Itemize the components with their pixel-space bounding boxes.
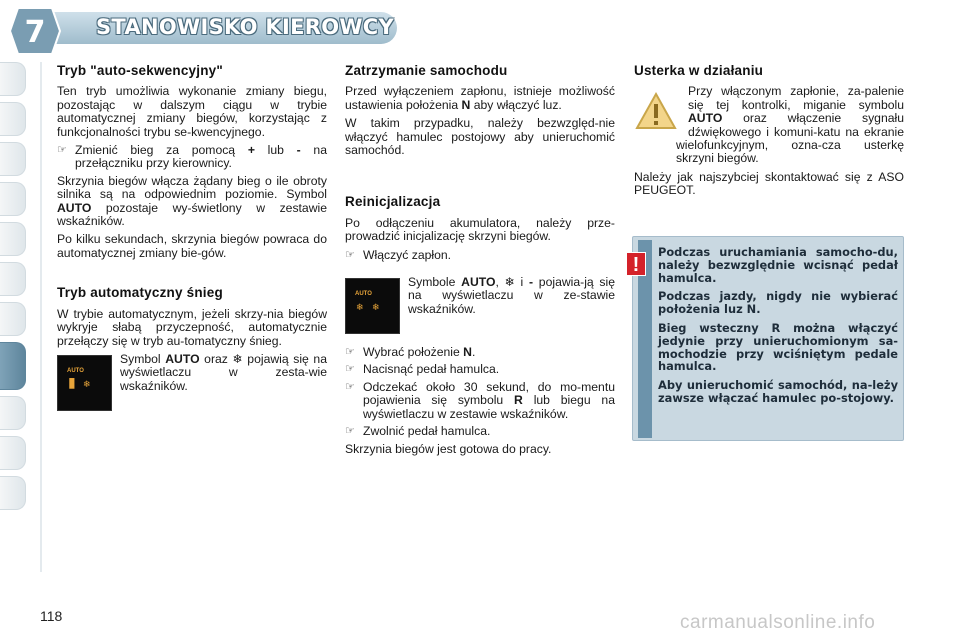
paragraph: Po odłączeniu akumulatora, należy prze-prowadzić inicjalizację skrzyni biegów. xyxy=(345,215,615,244)
pointing-hand-icon: ☞ xyxy=(345,346,355,359)
column-2 xyxy=(345,64,615,461)
watermark: carmanualsonline.info xyxy=(680,612,876,633)
column-3 xyxy=(634,64,904,203)
chapter-tabs xyxy=(0,62,34,516)
pointing-hand-icon: ☞ xyxy=(57,144,67,157)
paragraph: Po kilku sekundach, skrzynia biegów powraca do automatycznej zmiany bie-gów. xyxy=(57,232,327,260)
snowflake-icon: ❄ xyxy=(356,302,364,313)
paragraph: W trybie automatycznym, jeżeli skrzy-nia biegów wykryje słabą przyczepność, automatycznie przełączy się w tryb au-tomatyczny śnieg. xyxy=(57,306,327,348)
paragraph: Skrzynia biegów włącza żądany bieg o ile obroty silnika są na odpowiednim poziomie. Symbol AUTO pozostaje wy-świetlony w zestawie wskaźników. xyxy=(57,173,327,229)
chapter-tab-active[interactable] xyxy=(0,342,26,390)
paragraph: Przed wyłączeniem zapłonu, istnieje możliwość ustawienia położenia N aby włączyć luz. xyxy=(345,84,615,112)
auto-snow-minus-display-icon: AUTO ❄ ❄ xyxy=(345,278,400,334)
paragraph: Symbol AUTO oraz ❄ pojawią się na wyświetlaczu w zesta-wie wskaźników. xyxy=(120,351,327,393)
list-item: ☞ Zwolnić pedał hamulca. xyxy=(345,424,491,439)
chapter-tab[interactable] xyxy=(0,396,26,430)
paragraph: Ten tryb umożliwia wykonanie zmiany biegu, pozostając w dalszym ciągu w trybie automatycznej zmiany biegów, korzystając z funkcjonalności trybu se-kwencyjnego. xyxy=(57,84,327,139)
list-item: ☞ Nacisnąć pedał hamulca. xyxy=(345,362,500,377)
section-title: Tryb automatyczny śnieg xyxy=(57,285,223,301)
chapter-tab[interactable] xyxy=(0,142,26,176)
snowflake-icon: ❄ xyxy=(83,378,91,389)
section-title: Zatrzymanie samochodu xyxy=(345,63,508,78)
chapter-tab[interactable] xyxy=(0,436,26,470)
exclamation-icon: ! xyxy=(626,252,646,276)
page-title: STANOWISKO KIEROWCY xyxy=(96,15,395,39)
pointing-hand-icon: ☞ xyxy=(345,248,355,261)
paragraph: Należy jak najszybciej skontaktować się z ASO PEUGEOT. xyxy=(634,169,904,198)
chapter-tab[interactable] xyxy=(0,182,26,216)
section-title: Reinicjalizacja xyxy=(345,194,441,210)
list-item: ☞ Wybrać położenie N. xyxy=(345,345,476,360)
chapter-tab[interactable] xyxy=(0,222,26,256)
warning-triangle-icon xyxy=(634,91,678,131)
chapter-tab[interactable] xyxy=(0,102,26,136)
column-1 xyxy=(57,64,327,415)
list-item: ☞ Włączyć zapłon. xyxy=(345,247,452,262)
pointing-hand-icon: ☞ xyxy=(345,363,355,376)
chapter-number: 7 xyxy=(24,15,46,50)
pointing-hand-icon: ☞ xyxy=(345,425,355,438)
warning-paragraph: Podczas uruchamiania samocho-du, należy bezwzględnie wcisnąć pedał hamulca. xyxy=(658,245,898,285)
margin-divider xyxy=(40,62,42,572)
paragraph: W takim przypadku, należy bezwzględ-nie włączyć hamulec postojowy aby unieruchomić samochód. xyxy=(345,116,615,158)
chapter-tab[interactable] xyxy=(0,302,26,336)
chapter-tab[interactable] xyxy=(0,476,26,510)
chapter-tab[interactable] xyxy=(0,62,26,96)
warning-paragraph: Podczas jazdy, nigdy nie wybierać położenia luz N. xyxy=(658,289,898,317)
warning-content xyxy=(658,246,898,411)
chapter-number-badge xyxy=(8,6,62,56)
section-title: Tryb "auto-sekwencyjny" xyxy=(57,63,223,78)
paragraph: Symbole AUTO, ❄ i - pojawia-ją się na wyświetlaczu w ze-stawie wskaźników. xyxy=(408,275,615,316)
list-item: ☞ Zmienić bieg za pomocą + lub - na przełączniku przy kierownicy. xyxy=(57,143,327,171)
paragraph: Skrzynia biegów jest gotowa do pracy. xyxy=(345,441,552,456)
list-item: ☞ Odczekać około 30 sekund, do mo-mentu pojawienia się symbolu R lub biegu na wyświetlaczu w zestawie wskaźników. xyxy=(345,379,615,421)
section-title: Usterka w działaniu xyxy=(634,63,764,78)
page-number: 118 xyxy=(40,608,63,624)
chapter-tab[interactable] xyxy=(0,262,26,296)
paragraph: Przy włączonym zapłonie, za-palenie się tej kontrolki, miganie symbolu AUTO oraz włączenie sygnału dźwiękowego i komuni-katu na ekranie wielofunkcyjnym, ozna-cza usterkę skrzyni biegów. xyxy=(676,84,904,166)
auto-snow-display-icon: AUTO ▮ ❄ xyxy=(57,355,112,411)
warning-paragraph: Aby unieruchomić samochód, na-leży zawsze włączać hamulec po-stojowy. xyxy=(658,378,898,405)
warning-paragraph: Bieg wsteczny R można włączyć jedynie przy unieruchomionym sa-mochodzie przy wciśniętym pedale hamulca. xyxy=(658,320,898,374)
pointing-hand-icon: ☞ xyxy=(345,380,355,393)
